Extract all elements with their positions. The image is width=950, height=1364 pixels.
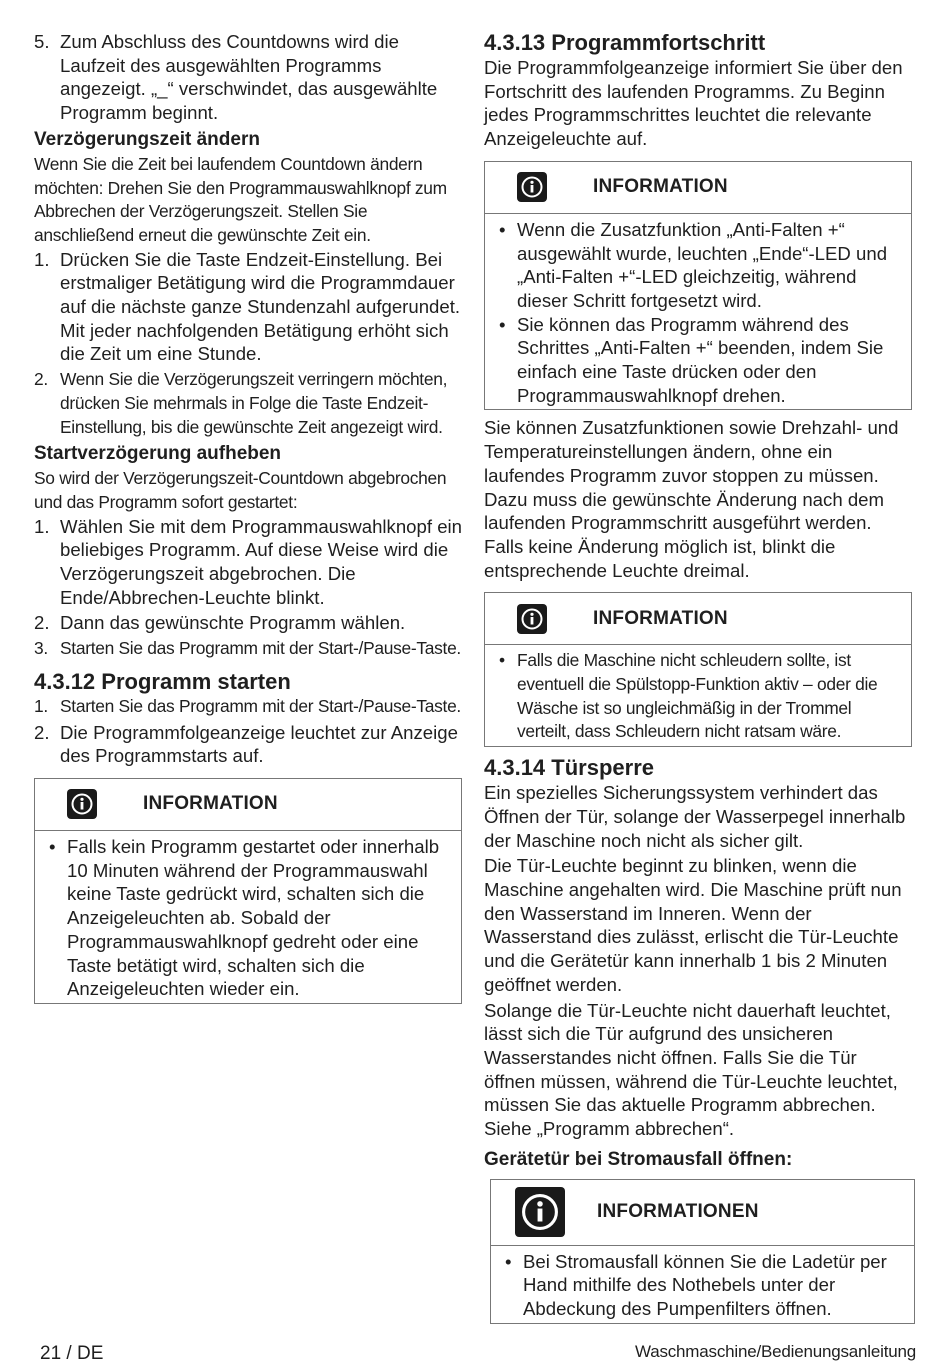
info-box (34, 778, 462, 1004)
info-box (484, 592, 912, 747)
info-box-title: INFORMATIONEN (597, 1201, 759, 1223)
delay-cancel-heading: Startverzögerung aufheben (34, 443, 282, 465)
section-4314-text-2: Die Tür-Leuchte beginnt zu blinken, wenn die Maschine angehalten wird. Die Maschine prüft nun den Wasserstand im Inneren. Wenn der Wasserstand dies zulässt, erlischt die Tür-Leuchte und die Gerätetür kann innerhalb 1 bis 2 Minuten geöffnet werden. (484, 855, 902, 995)
info-bullet: • Falls die Maschine nicht schleudern sollte, ist eventuell die Spülstopp-Funktion aktiv – oder die Wäsche ist so ungleichmäßig in der Trommel verteilt, dass Schleudern nicht ratsam wäre. (499, 650, 878, 742)
delay-cancel-text: So wird der Verzögerungszeit-Countdown abgebrochen und das Programm sofort gestartet: (34, 468, 447, 512)
list-item: 1. Starten Sie das Programm mit der Start-/Pause-Taste. (34, 695, 461, 716)
power-failure-heading: Gerätetür bei Stromausfall öffnen: (484, 1148, 793, 1170)
right-column (484, 30, 912, 1324)
list-item: 2. Wenn Sie die Verzögerungszeit verringern möchten, drücken Sie mehrmals in Folge die Taste Endzeit-Einstellung, bis die gewünschte Zeit angezeigt wird. (34, 369, 448, 437)
info-icon (515, 1187, 565, 1237)
delay-cancel-list (34, 515, 462, 661)
info-box-body (485, 645, 911, 746)
list-item: 3. Starten Sie das Programm mit der Start-/Pause-Taste. (34, 638, 461, 659)
info-box-body (491, 1246, 914, 1323)
section-4313-heading: 4.3.13 Programmfortschritt (484, 30, 766, 55)
delay-change-heading: Verzögerungszeit ändern (34, 128, 260, 150)
info-box-title: INFORMATION (593, 607, 728, 629)
info-bullet: • Bei Stromausfall können Sie die Ladetür per Hand mithilfe des Nothebels unter der Abdeckung des Pumpenfilters öffnen. (505, 1250, 887, 1320)
info-box-header (35, 779, 461, 831)
info-box (484, 161, 912, 411)
info-icon (517, 604, 547, 634)
page-number: 21 / DE (40, 1343, 104, 1364)
list-item: 2. Die Programmfolgeanzeige leuchtet zur Anzeige des Programmstarts auf. (34, 721, 458, 767)
section-4314-text-1: Ein spezielles Sicherungssystem verhindert das Öffnen der Tür, solange der Wasserpegel innerhalb der Maschine noch nicht als sicher gilt. (484, 782, 906, 851)
section-4314-heading: 4.3.14 Türsperre (484, 755, 654, 781)
info-box-title: INFORMATION (593, 176, 728, 198)
footer-title: Waschmaschine/Bedienungsanleitung (634, 1342, 916, 1361)
section-4312-heading: 4.3.12 Programm starten (34, 668, 291, 694)
intro-list (34, 30, 462, 125)
info-bullet: • Sie können das Programm während des Schrittes „Anti-Falten +“ beenden, indem Sie einfach eine Taste drücken oder den Programmauswahlknopf drehen. (499, 313, 884, 406)
info-box-header (491, 1180, 914, 1246)
delay-change-text: Wenn Sie die Zeit bei laufendem Countdown ändern möchten: Drehen Sie den Programmauswahlknopf zum Abbrechen der Verzögerungszeit. Stellen Sie anschließend erneut die gewünschte Zeit ein. (34, 153, 447, 245)
info-box-header (485, 593, 911, 645)
section-4312-list (34, 695, 462, 768)
left-column (34, 30, 462, 1004)
section-4314-text-3: Solange die Tür-Leuchte nicht dauerhaft leuchtet, lässt sich die Tür aufgrund des unsicheren Wasserstandes nicht öffnen. Falls Sie die Tür öffnen müssen, während die Tür-Leuchte leuchtet, müssen Sie das aktuelle Programm abbrechen. Siehe „Programm abbrechen“. (484, 999, 898, 1140)
info-box (490, 1179, 915, 1324)
info-icon (517, 172, 547, 202)
info-box-body (35, 831, 461, 1003)
list-item: 5. Zum Abschluss des Countdowns wird die Laufzeit des ausgewählten Programms angezeigt. „_“ verschwindet, das ausgewählte Programm beginnt. (34, 31, 438, 124)
section-4313-text: Die Programmfolgeanzeige informiert Sie über den Fortschritt des laufenden Programms. Zu Beginn jedes Programmschrittes leuchtet die relevante Anzeigeleuchte auf. (484, 57, 903, 150)
list-item: 1. Wählen Sie mit dem Programmauswahlknopf ein beliebiges Programm. Auf diese Weise wird die Verzögerungszeit abgebrochen. Die Ende/Abbrechen-Leuchte blinkt. (34, 515, 463, 608)
info-box-header (485, 162, 911, 214)
delay-change-list (34, 248, 462, 440)
info-box-title: INFORMATION (143, 793, 278, 815)
list-item: 2. Dann das gewünschte Programm wählen. (34, 612, 406, 634)
list-item: 1. Drücken Sie die Taste Endzeit-Einstellung. Bei erstmaliger Betätigung wird die Programmdauer auf die nächste ganze Stundenzahl aufgerundet. Mit jeder nachfolgenden Betätigung erhöht sich die Zeit um eine Stunde. (34, 248, 461, 365)
section-4313-text-2: Sie können Zusatzfunktionen sowie Drehzahl- und Temperatureinstellungen ändern, ohne ein laufendes Programm zuvor stoppen zu müssen. Dazu muss die gewünschte Änderung nach dem laufenden Programmschritt ausgeführt werden. Falls keine Änderung möglich ist, blinkt die entsprechende Leuchte dreimal. (484, 417, 899, 581)
info-bullet: • Falls kein Programm gestartet oder innerhalb 10 Minuten während der Programmauswahl keine Taste gedrückt wird, schalten sich die Anzeigeleuchten ab. Sobald der Programmauswahlknopf gedreht oder eine Taste betätigt wird, schalten sich die Anzeigeleuchten wieder ein. (49, 835, 440, 1000)
info-bullet: • Wenn die Zusatzfunktion „Anti-Falten +“ ausgewählt wurde, leuchten „Ende“-LED und „Anti-Falten +“-LED gleichzeitig, während dieser Schritt fortgesetzt wird. (499, 218, 888, 311)
info-box-body (485, 214, 911, 410)
info-icon (67, 789, 97, 819)
